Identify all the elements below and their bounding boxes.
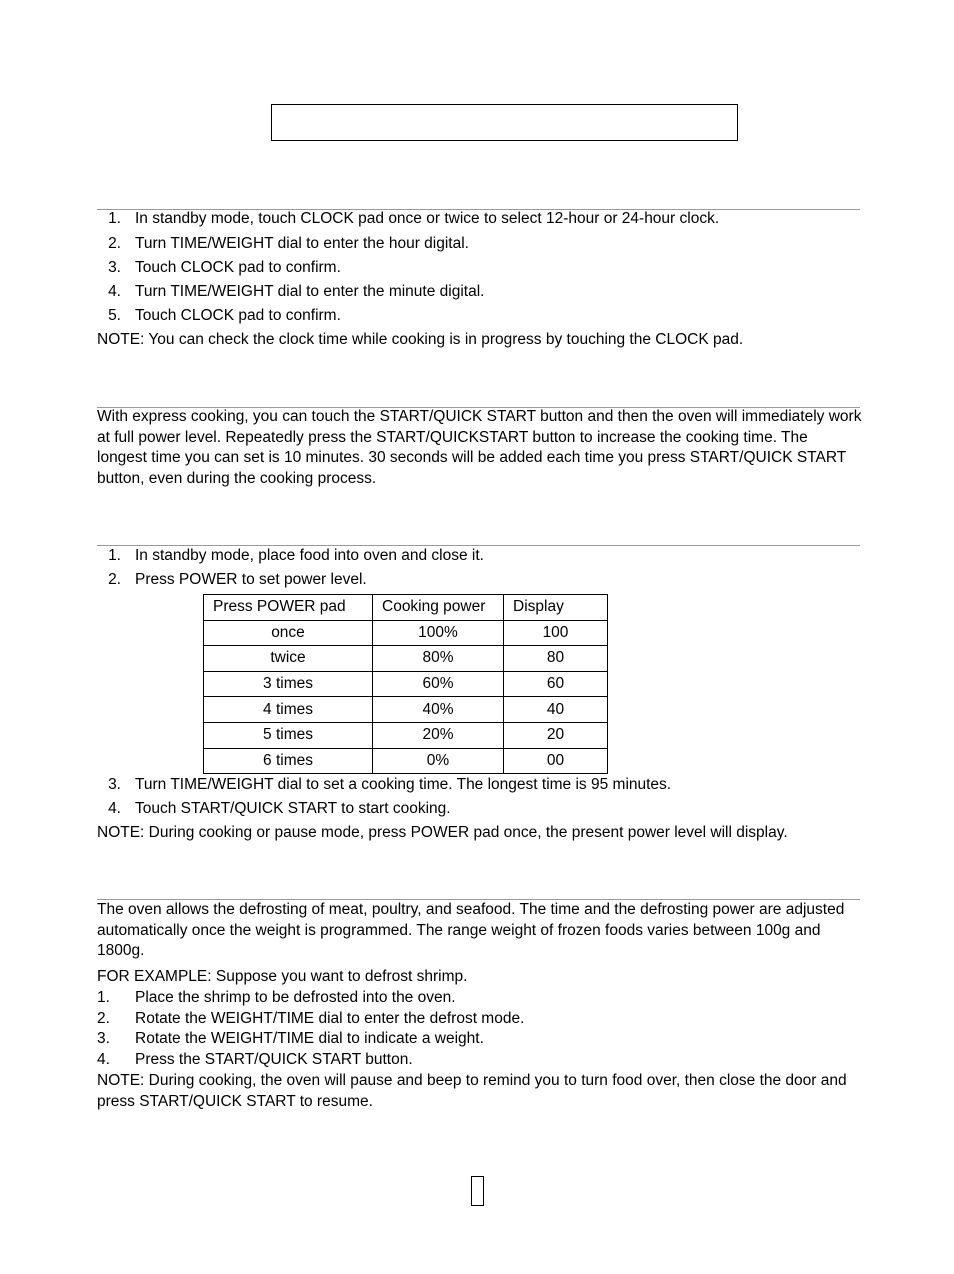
clock-step-4-text: Turn TIME/WEIGHT dial to enter the minute digital. (135, 283, 485, 300)
table-cell: 00 (504, 748, 608, 774)
clock-step-2-number: 2. (108, 235, 121, 252)
table-cell: 20% (373, 722, 504, 748)
defrost-step-4-number: 4. (97, 1051, 110, 1068)
defrost-step-4-text: Press the START/QUICK START button. (135, 1051, 413, 1068)
table-cell: 6 times (204, 748, 373, 774)
header-box (271, 104, 738, 141)
table-row (204, 748, 608, 774)
defrost-step-2-text: Rotate the WEIGHT/TIME dial to enter the defrost mode. (135, 1010, 525, 1027)
table-cell: 40% (373, 697, 504, 723)
clock-note: NOTE: You can check the clock time while cooking is in progress by touching the CLOCK pad. (97, 331, 744, 348)
defrost-step-2-number: 2. (97, 1010, 110, 1027)
microwave-step-4-number: 4. (108, 800, 121, 817)
clock-step-5-text: Touch CLOCK pad to confirm. (135, 307, 341, 324)
table-cell: 40 (504, 697, 608, 723)
defrost-note: NOTE: During cooking, the oven will pause and beep to remind you to turn food over, then close the door and press START/QUICK START to resume. (97, 1072, 847, 1110)
table-cell: 80% (373, 646, 504, 672)
page-number-glyph (471, 1176, 484, 1206)
table-cell: 100% (373, 620, 504, 646)
table-header-cell: Cooking power (373, 595, 504, 621)
defrost-step-3-number: 3. (97, 1030, 110, 1047)
table-cell: 4 times (204, 697, 373, 723)
table-header-cell: Press POWER pad (204, 595, 373, 621)
clock-step-2-text: Turn TIME/WEIGHT dial to enter the hour digital. (135, 235, 469, 252)
table-cell: 5 times (204, 722, 373, 748)
microwave-step-2-text: Press POWER to set power level. (135, 571, 367, 588)
microwave-step-3-number: 3. (108, 776, 121, 793)
table-cell: 100 (504, 620, 608, 646)
microwave-step-2-number: 2. (108, 571, 121, 588)
microwave-step-1-text: In standby mode, place food into oven and close it. (135, 547, 484, 564)
defrost-step-3-text: Rotate the WEIGHT/TIME dial to indicate a weight. (135, 1030, 484, 1047)
table-cell: 3 times (204, 671, 373, 697)
clock-step-1-number: 1. (108, 210, 121, 227)
express-paragraph: With express cooking, you can touch the START/QUICK START button and then the oven will immediately work at full power level. Repeatedly press the START/QUICKSTART button to increase the cooking time. The longest time you can set is 10 minutes. 30 seconds will be added each time you press START/QUICK START button, even during the cooking process. (97, 408, 862, 488)
microwave-step-4-text: Touch START/QUICK START to start cooking. (135, 800, 451, 817)
defrost-paragraph: The oven allows the defrosting of meat, poultry, and seafood. The time and the defrosting power are adjusted automatically once the weight is programmed. The range weight of frozen foods varies between 100g and 1800g. (97, 901, 845, 960)
table-row (204, 722, 608, 748)
microwave-step-1-number: 1. (108, 547, 121, 564)
microwave-step-3-text: Turn TIME/WEIGHT dial to set a cooking time. The longest time is 95 minutes. (135, 776, 672, 793)
clock-step-3-text: Touch CLOCK pad to confirm. (135, 259, 341, 276)
table-header-row (204, 595, 608, 621)
power-level-table (203, 594, 608, 774)
table-cell: 60 (504, 671, 608, 697)
microwave-note: NOTE: During cooking or pause mode, press POWER pad once, the present power level will display. (97, 824, 788, 841)
defrost-example: FOR EXAMPLE: Suppose you want to defrost shrimp. (97, 968, 468, 985)
table-cell: twice (204, 646, 373, 672)
clock-step-5-number: 5. (108, 307, 121, 324)
clock-step-1-text: In standby mode, touch CLOCK pad once or twice to select 12-hour or 24-hour clock. (135, 210, 720, 227)
table-row (204, 646, 608, 672)
table-cell: once (204, 620, 373, 646)
table-row (204, 671, 608, 697)
table-row (204, 697, 608, 723)
table-cell: 60% (373, 671, 504, 697)
table-row (204, 620, 608, 646)
defrost-step-1-number: 1. (97, 989, 110, 1006)
defrost-step-1-text: Place the shrimp to be defrosted into the oven. (135, 989, 456, 1006)
clock-step-4-number: 4. (108, 283, 121, 300)
table-cell: 20 (504, 722, 608, 748)
table-header-cell: Display (504, 595, 608, 621)
clock-step-3-number: 3. (108, 259, 121, 276)
table-cell: 0% (373, 748, 504, 774)
table-cell: 80 (504, 646, 608, 672)
